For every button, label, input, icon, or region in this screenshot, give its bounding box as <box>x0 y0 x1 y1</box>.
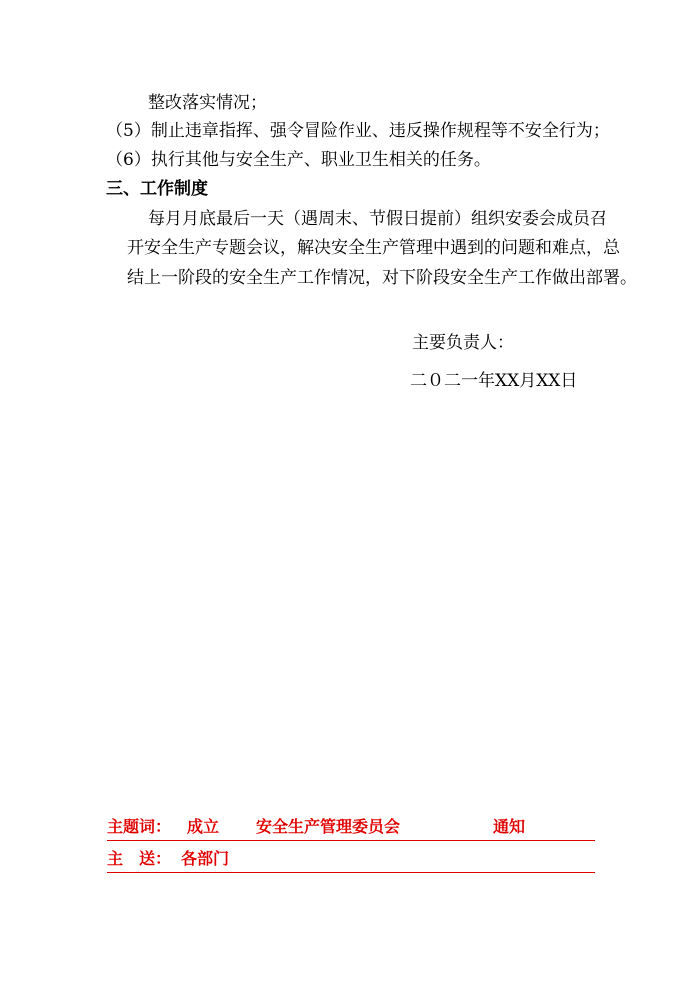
paragraph-line-1: 每月月底最后一天（遇周末、节假日提前）组织安委会成员召 <box>148 209 607 229</box>
signature-date: 二０二一年XX月XX日 <box>410 371 578 391</box>
paragraph-line-2: 开安全生产专题会议，解决安全生产管理中遇到的问题和难点，总 <box>127 238 620 258</box>
subject-word-2: 安全生产管理委员会 <box>256 817 401 836</box>
list-item-5: （5）制止违章指挥、强令冒险作业、违反操作规程等不安全行为； <box>106 121 610 141</box>
subject-word-3: 通知 <box>493 817 526 836</box>
send-label: 主 送： <box>107 849 172 868</box>
responsible-person-label: 主要负责人： <box>412 333 514 353</box>
subject-word-1: 成立 <box>187 817 220 836</box>
paragraph-line-3: 结上一阶段的安全生产工作情况，对下阶段安全生产工作做出部署。 <box>127 268 637 288</box>
subject-words-row <box>107 816 595 841</box>
section-heading: 三、工作制度 <box>106 179 208 199</box>
subject-label: 主题词： <box>107 817 172 836</box>
send-value: 各部门 <box>181 849 230 868</box>
list-item-6: （6）执行其他与安全生产、职业卫生相关的任务。 <box>106 150 491 170</box>
recipient-row <box>107 848 595 873</box>
text-line-rectification: 整改落实情况； <box>148 93 267 113</box>
